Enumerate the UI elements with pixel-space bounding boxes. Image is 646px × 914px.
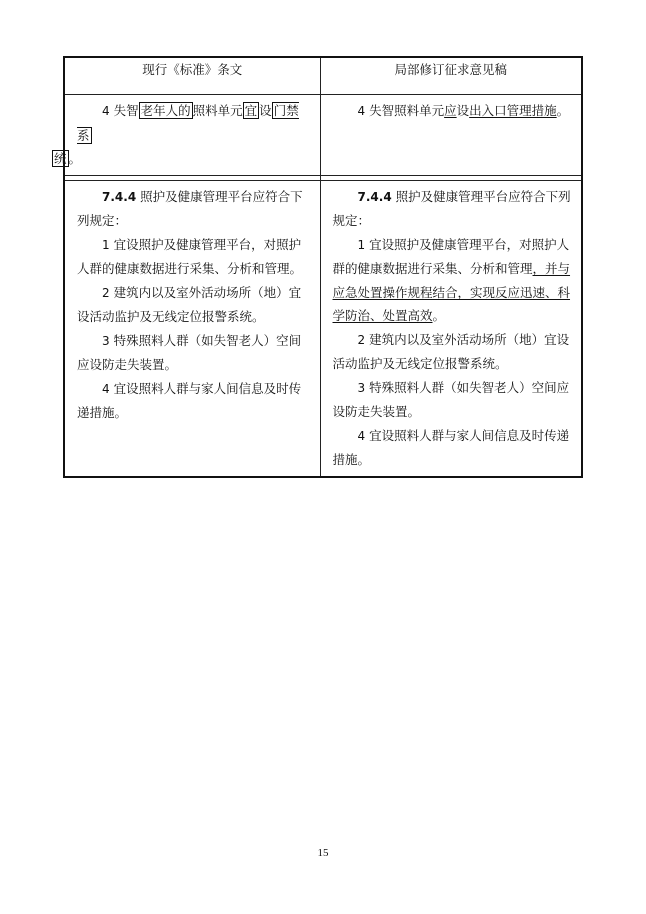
header-revision-draft: 局部修订征求意见稿 [320, 57, 582, 95]
item-number: 4 [357, 104, 366, 118]
comparison-table [54, 56, 583, 478]
row2-left-cell [64, 180, 320, 477]
item-number: 4 [102, 381, 110, 396]
text-span: 设 [259, 103, 272, 118]
clause-item [77, 377, 310, 425]
text-span: 宜设照料人群与家人间信息及时传递措施。 [77, 380, 302, 420]
text-span: 。 [68, 151, 82, 166]
boxed-deletion: 门禁系 [77, 103, 299, 143]
boxed-deletion: 老年人的 [140, 103, 191, 118]
text-span: 照料单元 [192, 103, 243, 118]
text-span: 照护及健康管理平台应符合下列规定： [332, 188, 571, 228]
text-span: 。 [556, 103, 570, 118]
clause-item [333, 233, 572, 328]
text-span: 宜设照护及健康管理平台，对照护人群的健康数据进行采集、分析和管理。 [77, 236, 303, 276]
text-span: 宜设照护及健康管理平台，对照护人群的健康数据进行采集、分析和管理 [332, 236, 570, 276]
boxed-deletion: 宜 [244, 103, 258, 118]
text-span: 建筑内以及室外活动场所（地）宜设活动监护及无线定位报警系统。 [332, 331, 570, 371]
boxed-deletion: 统 [54, 151, 67, 166]
underlined-addition: 出入口管理措施 [469, 103, 557, 118]
row1-right-cell [320, 95, 582, 176]
row1-right-text [333, 99, 572, 124]
text-span: 宜设照料人群与家人间信息及时传递措施。 [332, 427, 570, 467]
table-row [64, 95, 582, 176]
text-span: 建筑内以及室外活动场所（地）宜设活动监护及无线定位报警系统。 [77, 284, 302, 324]
item-number: 4 [102, 104, 110, 118]
item-number: 2 [102, 285, 110, 300]
underlined-addition: 应 [444, 103, 457, 118]
clause-item [77, 329, 310, 377]
row2-right-cell [320, 180, 582, 477]
text-span: 失智 [109, 103, 139, 118]
underlined-addition: ，并与应急处置操作规程结合，实现反应迅速、科学防治、处置高效 [332, 261, 571, 323]
item-number: 1 [357, 237, 366, 252]
clause-item [333, 328, 572, 376]
header-current-standard: 现行《标准》条文 [64, 57, 320, 95]
item-number: 4 [357, 428, 366, 443]
item-number: 2 [357, 332, 366, 347]
text-span: 特殊照料人群（如失智老人）空间应设防走失装置。 [332, 379, 570, 419]
clause-title [77, 185, 310, 233]
clause-item [333, 424, 572, 472]
text-span: 失智照料单元 [365, 103, 445, 118]
clause-item [77, 281, 310, 329]
row1-left-text [54, 99, 310, 171]
row1-left-cell [54, 95, 320, 176]
page-number: 15 [317, 847, 329, 859]
item-number: 1 [102, 237, 110, 252]
item-number: 3 [102, 333, 110, 348]
clause-item [333, 376, 572, 424]
clause-number: 7.4.4 [102, 189, 137, 204]
clause-item [77, 233, 310, 281]
text-span: 。 [432, 308, 446, 323]
table-row [64, 180, 582, 477]
item-number: 3 [357, 380, 366, 395]
text-span: 特殊照料人群（如失智老人）空间应设防走失装置。 [77, 332, 302, 372]
clause-title [333, 185, 572, 233]
clause-number: 7.4.4 [357, 189, 392, 204]
table-header-row [64, 57, 582, 95]
text-span: 照护及健康管理平台应符合下列规定： [77, 188, 303, 228]
text-span: 设 [456, 103, 470, 118]
